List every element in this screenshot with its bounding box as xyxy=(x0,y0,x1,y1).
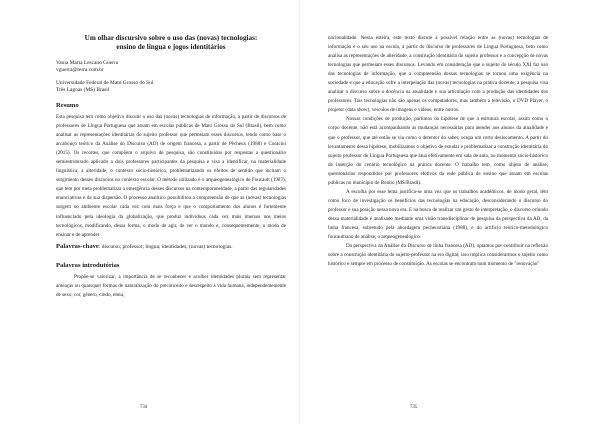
paragraph-4: Da perspectiva da Análise do Discurso de linha francesa (AD), optamos por contribuir na reflexão sobre a construção identitária do sujeito-professor na era digital; isso implica considerarmos o sujeito como histórico e sempre em processo de constituição. As escolas se encontram num momento de "renovação" xyxy=(328,243,548,268)
article-title xyxy=(56,34,286,51)
resumo-text: Esta pesquisa tem como objetivo discutir o uso das (novas) tecnologias de informação, a partir de discursos de professores de Língua Portuguesa que atuam em escolas públicas de Mato Grosso do Sul (Brasil), bem como analisar as representações identitárias do sujeito professor que permeiam esses discursos, tendo como base o arcabouço teórico da Análise do Discurso (AD) de origem francesa, a partir de Pêcheux (1988) e Coracini (2015). Os recortes, que compõem o arquivo de pesquisa, são constituídos por respostas a questionário semiestruturado aplicado a dois professores participantes da pesquisa e visa a identificar, na materialidade linguística, a alteridade, o contexto sócio-histórico, problematizando os efeitos de sentido que incitam o surgimento desses discursos no contexto escolar. O método utilizado é o arqueogenealógico de Foucault (1987), que tem por meta problematizar a emergência desses discursos na contemporaneidade, a partir das regularidades enunciativas e da sua dispersão. O processo analítico possibilitou a compreensão de que as (novas) tecnologias surgem no ambiente escolar cada vez com mais força e que o comportamento dos alunos é fortemente influenciado pela ideologia da globalização, que produz indivíduos cada vez mais imersos nos meios tecnológicos, modificando, dessa forma, o modo de agir, de ver o mundo e, consequentemente, o modo de ensinar e de aprender. xyxy=(56,114,286,238)
paragraph-2: Nossas condições de produção, partimos da hipótese de que a estrutura escolar, assim como o corpo docente, não está acompanhando as mudanças necessárias para atender aos alunos da atualidade e que o professor, que até então se via como o detentor do saber, ocupa um certo deslocamento. A partir do levantamento dessa hipótese, mobilizamos o objetivo de estudar e problematizar a construção identitária do sujeito professor de Língua Portuguesa que atua efetivamente em sala de aula, no momento sócio-histórico de inserção do cenário tecnológico na prática docente. O trabalho tem, como objeto de análise, questionários respondidos por professores efetivos da rede pública de ensino que atuam em escolas públicas no município de Bonito (MS/Brasil). xyxy=(328,116,548,186)
keywords xyxy=(56,242,286,252)
intro-text: Propõe-se valorizar, a importância de se reconhecer e acolher identidades plurais sem representar ameaças ou quaisquer formas de naturalização do preconceito e desrespeito à vida humana, independentemente de sexo, cor, gênero, credo, etnia, xyxy=(56,273,286,298)
paragraph-3: A escolha por esse tema justifica-se uma vez que os trabalhos acadêmicos, de modo geral, têm como foco de investigação os benefícios das tecnologias na educação, desconsiderando o discurso do professor e sua posição nessa nova era. E na busca de realizar um gesto de interpretação, o discurso oriundo dessa materialidade é analisado mediante uma visão transdisciplinar de pesquisa da perspectiva da AD, da linha francesa, sobretudo pela abordagem pecheuxtiana (1988), e do artifício teórico-metodológico foucaultiano de análise, o arqueogenealógico. xyxy=(328,188,548,241)
right-page xyxy=(300,0,600,424)
institution-line-1: Universidade Federal de Mato Grosso do Sul xyxy=(56,79,154,86)
title-line-1: Um olhar discursivo sobre o uso das (novas) tecnologias: xyxy=(84,34,258,42)
intro-heading: Palavras introdutórias xyxy=(56,261,120,269)
page-number-left: 734 xyxy=(140,405,148,410)
title-line-2: ensino de língua e jogos identitários xyxy=(116,42,226,51)
institution-line-2: Três Lagoas (MS) Brasil xyxy=(56,86,110,93)
keywords-label: Palavras-chave xyxy=(56,242,99,250)
author-email: vguerra@terra.com.br xyxy=(56,67,104,74)
keywords-text: : discurso; professor; língua; identidades; (novas) tecnologias. xyxy=(98,243,233,250)
page-number-right: 735 xyxy=(410,405,418,410)
author-block xyxy=(56,60,286,94)
resumo-heading: Resumo xyxy=(56,102,79,109)
author-name: Vania Maria Lescano Guerra xyxy=(56,60,119,67)
paragraph-1: nacionalidade. Nessa esteira, este texto discute a possível relação entre as (novas) tecnologias de informação e o seu uso na escola, a partir do discurso de professores de Língua Portuguesa, bem como analisa as representações de alteridade, a construção identitária do sujeito professor e a concepção de novas tecnologias que permeiam esses discursos. Levando em consideração que o sujeito do século XXI faz uso das tecnologias de informação, que a compreensão dessas tecnologias se tornou uma exigência na sociedade e que a educação sofre a interpelação das (novas) tecnologias na prática docente, a pesquisa visa analisar o discurso sobre a docência na atualidade e sua articulação com a produção das identidades dos professores. Tais tecnologias não são apenas os computadores, mas também a televisão, o DVD Player, o projetor (data show), veículos de imagens e vídeos, entre outros. xyxy=(328,35,548,114)
